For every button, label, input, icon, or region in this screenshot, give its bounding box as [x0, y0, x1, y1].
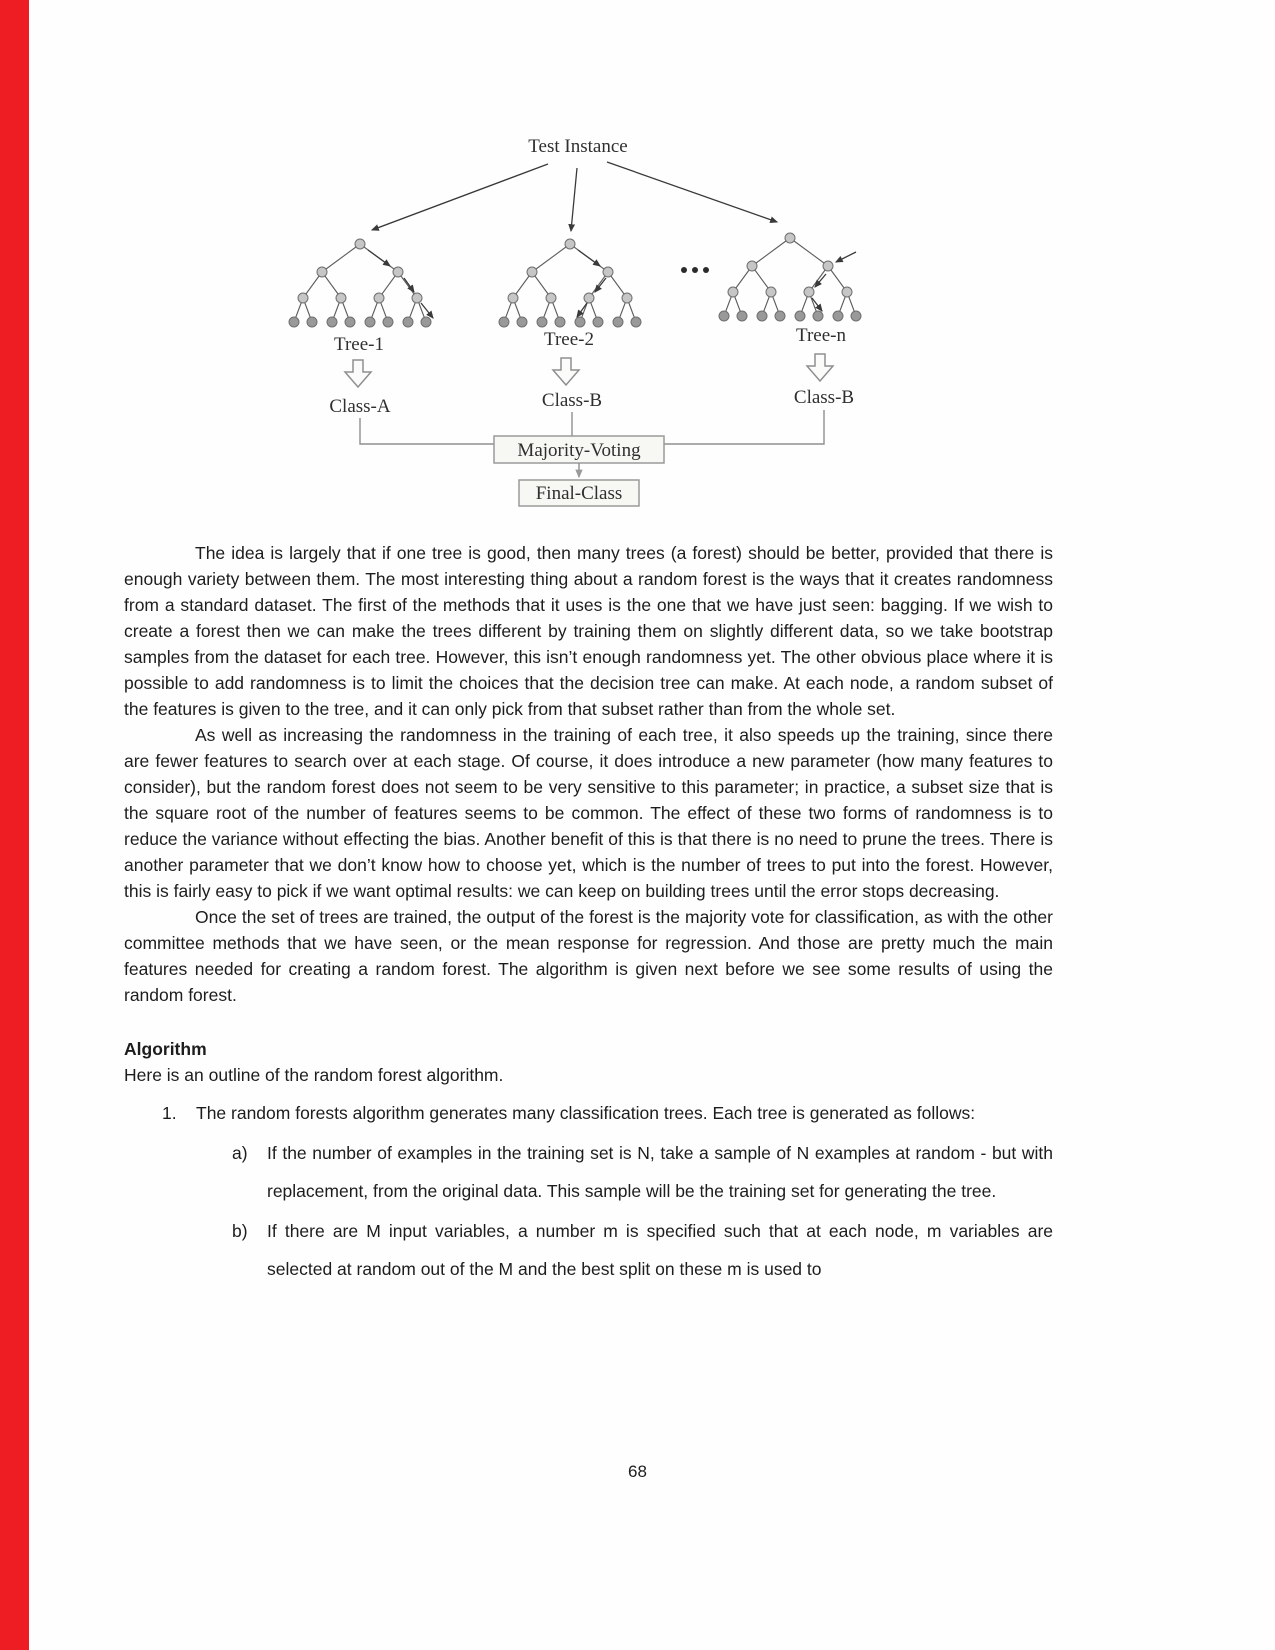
random-forest-diagram [250, 115, 950, 530]
algorithm-intro: Here is an outline of the random forest algorithm. [124, 1065, 504, 1085]
random-forest-diagram-svg [250, 115, 950, 530]
page-number: 68 [628, 1462, 647, 1481]
list-item-1-marker: 1. [162, 1103, 177, 1123]
paragraph-2: As well as increasing the randomness in the training of each tree, it also speeds up the training, since there are fewer features to search over at each stage. Of course, it does introduce a new parameter (how many features to consider), but the random forest does not seem to be very sensitive to this parameter; in practice, a subset size that is the square root of the number of features seems to be common. The effect of these two forms of randomness is to reduce the variance without effecting the bias. Another benefit of this is that there is no need to prune the trees. There is another parameter that we don’t know how to choose yet, which is the number of trees to put into the forest. However, this is fairly easy to pick if we want optimal results: we can keep on building trees until the error stops decreasing. [124, 725, 1053, 901]
ellipsis-dots [681, 267, 709, 273]
list-item-1a-marker: a) [232, 1143, 248, 1163]
page-content [124, 540, 1053, 1288]
tree-1 [289, 239, 433, 327]
down-block-arrow-2 [553, 358, 579, 385]
down-block-arrow-n [807, 354, 833, 381]
paragraph-1: The idea is largely that if one tree is good, then many trees (a forest) should be better, provided that there is enough variety between them. The most interesting thing about a random forest is the ways that it creates randomness from a standard dataset. The first of the methods that it uses is the one that we have just seen: bagging. If we wish to create a forest then we can make the trees different by training them on slightly different data, so we take bootstrap samples from the dataset for each tree. However, this isn’t enough randomness yet. The other obvious place where it is possible to add randomness is to limit the choices that the decision tree can make. At each node, a random subset of the features is given to the tree, and it can only pick from that subset rather than from the whole set. [124, 543, 1053, 719]
paragraph-3: Once the set of trees are trained, the output of the forest is the majority vote for classification, as with the other committee methods that we have seen, or the mean response for regression. And those are pretty much the main features needed for creating a random forest. The algorithm is given next before we see some results of using the random forest. [124, 907, 1053, 1005]
tree-n-class-label: Class-B [793, 387, 855, 408]
list-item-1 [124, 1094, 1053, 1132]
list-item-1b [124, 1212, 1053, 1288]
algorithm-heading: Algorithm [124, 1039, 207, 1059]
majority-voting-box [494, 436, 664, 463]
algorithm-list [124, 1094, 1053, 1288]
tree-n-decision-path-arrows [812, 252, 856, 311]
tree-2 [499, 239, 641, 327]
tree-2-class-label: Class-B [541, 390, 603, 411]
tree-n-label: Tree-n [796, 325, 846, 346]
final-class-box [519, 480, 639, 506]
tree-1-class-label: Class-A [329, 396, 391, 417]
tree-1-label: Tree-1 [334, 334, 384, 355]
list-item-1-text: The random forests algorithm generates many classification trees. Each tree is generated as follows: [196, 1103, 976, 1123]
left-red-stripe [0, 0, 29, 1650]
tree-n [719, 233, 861, 321]
final-class-label: Final-Class [535, 483, 623, 504]
tree-2-label: Tree-2 [544, 329, 594, 350]
down-block-arrow-1 [345, 360, 371, 387]
list-item-1a-text: If the number of examples in the training set is N, take a sample of N examples at random - but with replacement, from the original data. This sample will be the training set for generating the tree. [267, 1143, 1053, 1201]
tree-2-decision-path-arrows [577, 250, 606, 317]
list-item-1b-marker: b) [232, 1221, 248, 1241]
test-instance-label: Test Instance [528, 136, 628, 157]
list-item-1b-text: If there are M input variables, a number m is specified such that at each node, m variables are selected at random out of the M and the best split on these m is used to [267, 1221, 1053, 1279]
list-item-1a [124, 1134, 1053, 1210]
fan-arrows [372, 162, 777, 231]
majority-voting-label: Majority-Voting [517, 440, 641, 461]
tree-1-decision-path-arrows [368, 250, 433, 318]
